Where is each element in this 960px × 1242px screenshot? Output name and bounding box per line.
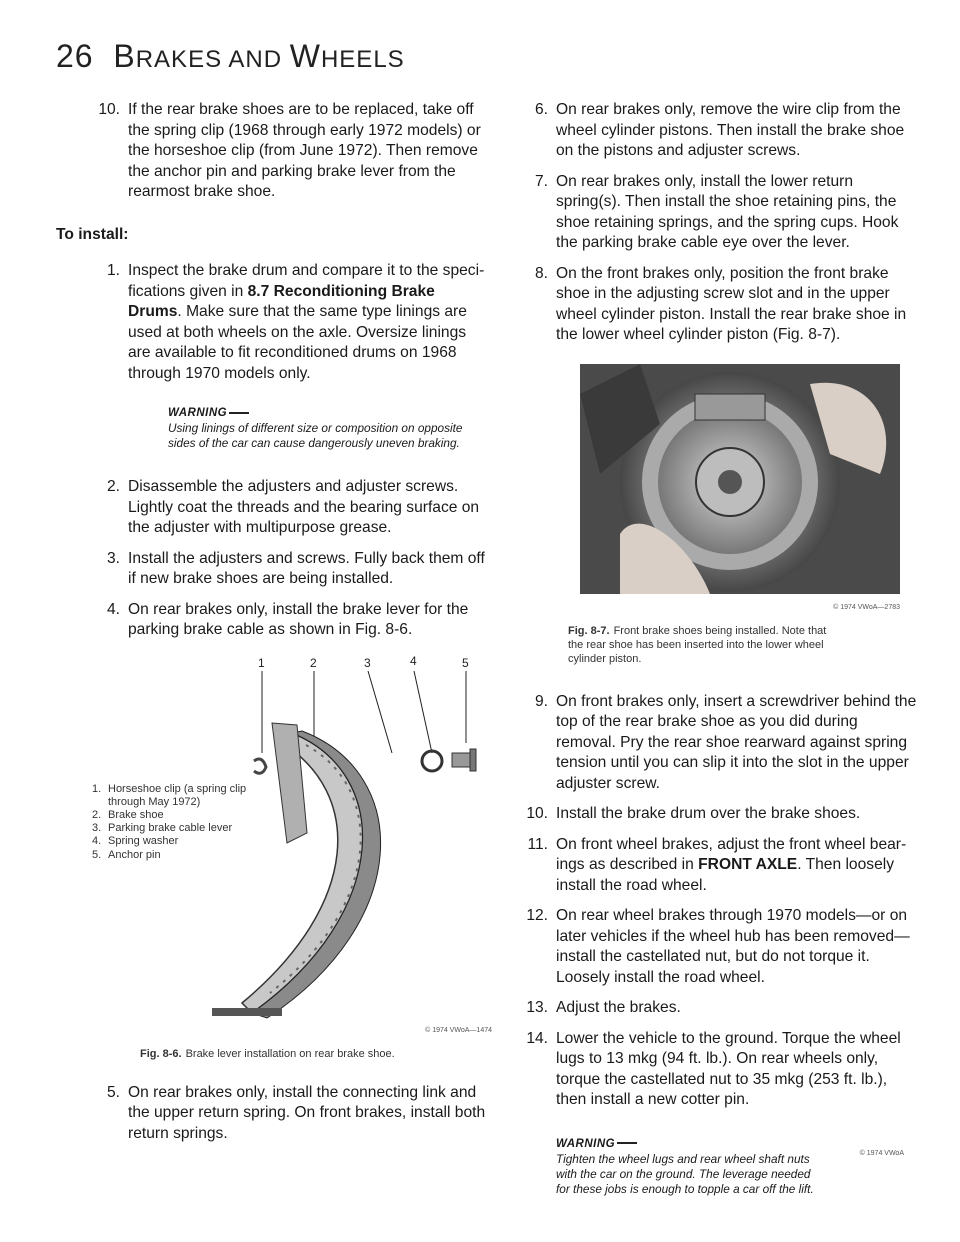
step-item: 4. On rear brakes only, install the brake lever for the parking brake cable as shown in Fig. 8-6. (106, 600, 469, 638)
legend-item: 5. Anchor pin (92, 848, 161, 861)
step-item: 8. On the front brakes only, position the front brake shoe in the adjusting screw slot and in the upper wheel cylinder piston. Install the rear brake shoe in the lower wheel cylinder piston (Fig. 8-7). (534, 264, 907, 343)
figure-caption: Fig. 8-7. Front brake shoes being installed. Note that the rear shoe has been inserted into the lower wheel cylinder piston. (568, 624, 827, 665)
figure-legend (92, 783, 272, 862)
right-column (520, 100, 920, 1197)
step-item: 12. On rear wheel brakes through 1970 models—or on later vehicles if the wheel hub has been removed—install the castellated nut, but do not torque it. Loosely install the road wheel. (526, 907, 910, 986)
step-item: 5. On rear brakes only, install the connecting link and the upper return spring. On front brakes, install both return springs. (106, 1083, 486, 1142)
warning-title: WARNING (168, 406, 468, 421)
legend-item: 4. Spring washer (92, 835, 179, 848)
warning-text: Tighten the wheel lugs and rear wheel shaft nuts with the car on the ground. The leverage needed for these jobs is enough to topple a car off the lift. (556, 1151, 814, 1196)
callout-number: 2 (310, 655, 317, 670)
page-number: 26 (56, 38, 94, 74)
warning-text: Using linings of different size or composition on opposite sides of the car can cause dangerously uneven braking. (168, 421, 463, 450)
figure-8-7 (580, 364, 900, 611)
step-item: 9. On front brakes only, insert a screwdriver behind the top of the rear brake shoe as you did during removal. Pry the rear shoe rearward against spring tension until you can slip it into the slot in the upper adjuster screw. (534, 692, 917, 792)
step-item: 10. Install the brake drum over the brake shoes. (526, 805, 861, 822)
figure-credit: © 1974 VWoA—1474 (425, 1026, 492, 1034)
callout-number: 3 (364, 655, 371, 670)
warning-box (556, 1137, 816, 1197)
callout-number: 5 (462, 655, 469, 670)
left-column (56, 100, 492, 1154)
callout-number: 4 (410, 653, 417, 668)
step-item: 6. On rear brakes only, remove the wire clip from the wheel cylinder pistons. Then install the brake shoe on the pistons and adjuster screws. (534, 101, 905, 159)
figure-credit: © 1974 VWoA—2783 (833, 603, 900, 611)
figure-8-6 (92, 653, 492, 1033)
footer-credit: © 1974 VWoA (859, 1150, 904, 1157)
legend-item: 1. Horseshoe clip (a spring clip through May 1972) (92, 782, 247, 808)
to-install-heading: To install: (56, 225, 129, 243)
warning-title: WARNING (556, 1137, 816, 1152)
legend-item: 3. Parking brake cable lever (92, 822, 233, 835)
legend-item: 2. Brake shoe (92, 808, 164, 821)
page-header (56, 38, 405, 75)
title-letter: B (113, 38, 136, 74)
step-item: 1. Inspect the brake drum and compare it to the specifications given in 8.7 Reconditioning Brake Drums. Make sure that the same type linings are used at both wheels on the axle. Oversize linings are available to fit reconditioned drums on 1968 through 1970 models only. (106, 262, 485, 382)
step-item: 14. Lower the vehicle to the ground. Torque the wheel lugs to 13 mkg (94 ft. lb.). On rear wheels only, torque the castellated nut to 35 mkg (253 ft. lb.), then install a new cotter pin. (526, 1029, 901, 1108)
title-letter: W (289, 38, 321, 74)
title-part: RAKES AND (135, 46, 290, 73)
step-item: 13. Adjust the brakes. (526, 999, 681, 1016)
step-item: 10. If the rear brake shoes are to be replaced, take off the spring clip (1968 through early 1972 models) or the horseshoe clip (from June 1972). Then remove the anchor pin and parking brake lever from the rearmost brake shoe. (98, 101, 481, 200)
step-item: 7. On rear brakes only, install the lower return spring(s). Then install the shoe retaining pins, the shoe retaining springs, and the spring cups. Hook the parking brake cable eye over the lever. (534, 172, 899, 251)
brake-photo (580, 364, 900, 594)
step-item: 11. On front wheel brakes, adjust the front wheel bearings as described in FRONT AXLE. Then loosely install the road wheel. (527, 835, 907, 894)
title-part: HEELS (320, 46, 405, 73)
figure-caption: Fig. 8-6. Brake lever installation on rear brake shoe. (140, 1047, 395, 1060)
callout-number: 1 (258, 655, 265, 670)
warning-box (168, 406, 468, 451)
step-item: 3. Install the adjusters and screws. Fully back them off if new brake shoes are being installed. (106, 549, 485, 587)
step-item: 2. Disassemble the adjusters and adjuster screws. Lightly coat the threads and the bearing surface on the adjuster with multipurpose grease. (106, 478, 480, 536)
